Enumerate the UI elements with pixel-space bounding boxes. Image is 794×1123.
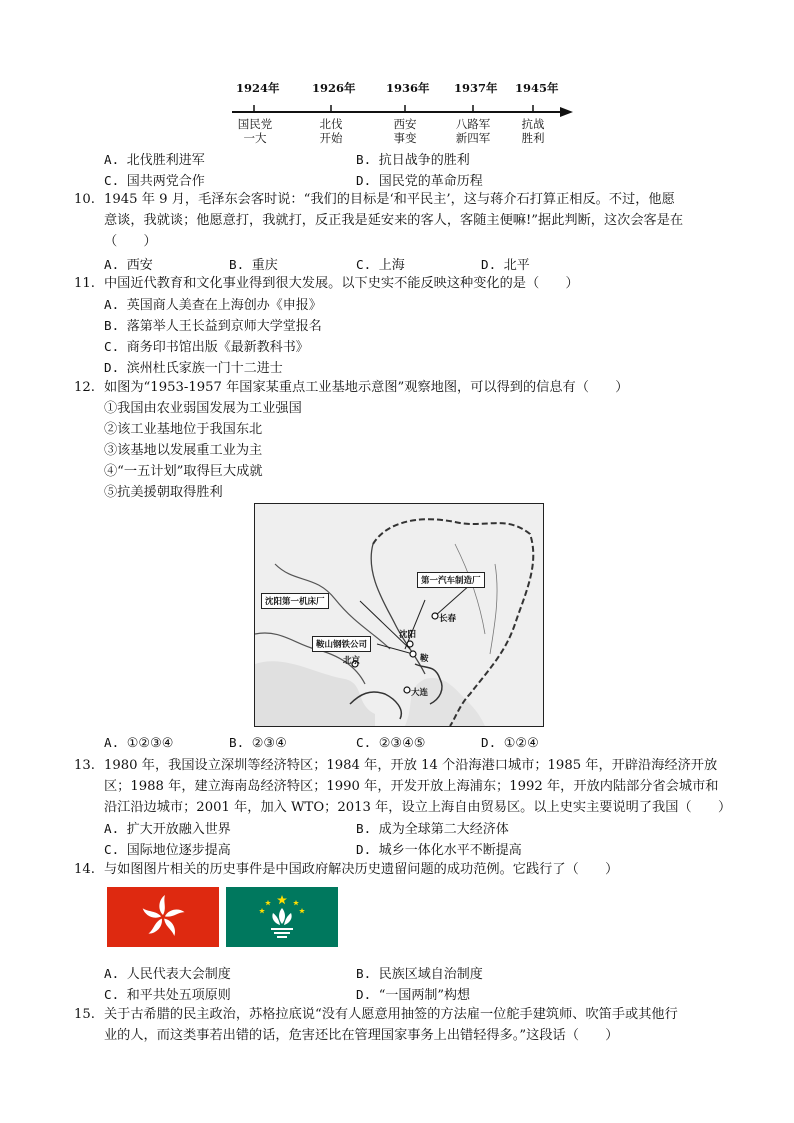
option-b[interactable]: B. 落第举人王长益到京师大学堂报名 (104, 318, 322, 334)
map-label-shenyang-machine: 沈阳第一机床厂 (261, 593, 329, 609)
option-a[interactable]: A. 北伐胜利进军 (104, 152, 205, 168)
option-b[interactable]: B. 成为全球第二大经济体 (356, 821, 509, 837)
option-d[interactable]: D. 北平 (481, 257, 530, 273)
timeline-year: 1937年 (454, 81, 498, 95)
question-number: 14. (74, 862, 95, 877)
statement-item: ④“一五计划”取得巨大成就 (104, 464, 263, 479)
option-d[interactable]: D. 城乡一体化水平不断提高 (356, 842, 522, 858)
macau-flag-icon (226, 887, 338, 947)
map-city-beijing: 北京 (343, 656, 361, 666)
map-label-anshan-steel: 鞍山钢铁公司 (312, 636, 371, 652)
timeline-event: 北伐 开始 (319, 117, 343, 145)
map-label-faw: 第一汽车制造厂 (417, 572, 485, 588)
timeline-year: 1936年 (386, 81, 430, 95)
timeline-event: 八路军 新四军 (455, 117, 491, 145)
question-stem: 与如图图片相关的历史事件是中国政府解决历史遗留问题的成功范例。它践行了（ ） (104, 862, 619, 877)
question-stem: 1980 年，我国设立深圳等经济特区；1984 年，开放 14 个沿海港口城市；1985 年，开辟沿海经济开放 (104, 758, 718, 773)
option-a[interactable]: A. 西安 (104, 257, 153, 273)
option-a[interactable]: A. 扩大开放融入世界 (104, 821, 231, 837)
option-c[interactable]: C. 上海 (356, 257, 405, 273)
option-c[interactable]: C. 国共两党合作 (104, 173, 205, 189)
question-15 (74, 1004, 734, 1046)
timeline-year: 1926年 (312, 81, 356, 95)
question-11 (74, 273, 734, 294)
option-c[interactable]: C. 和平共处五项原则 (104, 987, 231, 1003)
option-d[interactable]: D. 滨州杜氏家族一门十二进士 (104, 360, 283, 376)
option-d[interactable]: D. 国民党的革命历程 (356, 173, 483, 189)
option-c[interactable]: C. ②③④⑤ (356, 735, 426, 751)
option-b[interactable]: B. ②③④ (229, 735, 287, 751)
statement-item: ①我国由农业弱国发展为工业强国 (104, 401, 302, 416)
option-a[interactable]: A. ①②③④ (104, 735, 174, 751)
map-city-shenyang: 沈阳 (399, 630, 417, 640)
timeline-event: 抗战 胜利 (521, 117, 545, 145)
answer-blank: （ ） (104, 234, 157, 249)
question-stem: 中国近代教育和文化事业得到很大发展。以下史实不能反映这种变化的是（ ） (104, 276, 579, 291)
map-city-changchun: 长春 (439, 614, 457, 624)
question-number: 12. (74, 380, 95, 395)
question-number: 11. (74, 276, 95, 291)
question-14 (74, 859, 734, 880)
question-stem: 关于古希腊的民主政治，苏格拉底说“没有人愿意用抽签的方法雇一位舵手建筑师、吹笛手或其他行 (104, 1007, 678, 1022)
question-number: 10. (74, 192, 95, 207)
question-number: 13. (74, 758, 95, 773)
industrial-base-map (254, 503, 544, 727)
option-d[interactable]: D. “一国两制”构想 (356, 987, 471, 1003)
option-a[interactable]: A. 英国商人美查在上海创办《申报》 (104, 297, 322, 313)
option-c[interactable]: C. 商务印书馆出版《最新教科书》 (104, 339, 309, 355)
option-b[interactable]: B. 民族区域自治制度 (356, 966, 483, 982)
question-stem: 1945 年 9 月，毛泽东会客时说：“我们的目标是‘和平民主’，这与蒋介石打算正相反。不过，他愿 (104, 192, 675, 207)
option-b[interactable]: B. 抗日战争的胜利 (356, 152, 470, 168)
question-stem: 如图为“1953-1957 年国家某重点工业基地示意图”观察地图，可以得到的信息有（ ） (104, 380, 629, 395)
statement-item: ③该基地以发展重工业为主 (104, 443, 263, 458)
statement-item: ⑤抗美援朝取得胜利 (104, 485, 223, 500)
map-city-an: 鞍 (420, 654, 429, 664)
option-b[interactable]: B. 重庆 (229, 257, 278, 273)
option-a[interactable]: A. 人民代表大会制度 (104, 966, 231, 982)
question-10 (74, 189, 734, 252)
map-city-dalian: 大连 (411, 688, 429, 698)
timeline-event: 西安 事变 (393, 117, 417, 145)
question-13 (74, 755, 734, 818)
option-c[interactable]: C. 国际地位逐步提高 (104, 842, 231, 858)
question-stem: 区；1988 年，建立海南岛经济特区；1990 年，开发开放上海浦东；1992 年，开放内陆部分省会城市和 (104, 779, 719, 794)
question-stem: 沿江沿边城市；2001 年，加入 WTO；2013 年，设立上海自由贸易区。以上史实主要说明了我国（ ） (104, 800, 732, 815)
question-stem: 业的人，而这类事若出错的话，危害还比在管理国家事务上出错轻得多。”这段话（ ） (104, 1028, 619, 1043)
question-12 (74, 377, 734, 503)
map-terrain (255, 504, 543, 726)
timeline-year: 1945年 (515, 81, 559, 95)
timeline-event: 国民党 一大 (237, 117, 273, 145)
question-stem: 意谈，我就谈；他愿意打，我就打，反正我是延安来的客人，客随主便嘛!”据此判断，这次会客是在 (104, 213, 684, 228)
statement-item: ②该工业基地位于我国东北 (104, 422, 263, 437)
question-number: 15. (74, 1007, 95, 1022)
hong-kong-flag-icon (107, 887, 219, 947)
option-d[interactable]: D. ①②④ (481, 735, 539, 751)
timeline-year: 1924年 (236, 81, 280, 95)
